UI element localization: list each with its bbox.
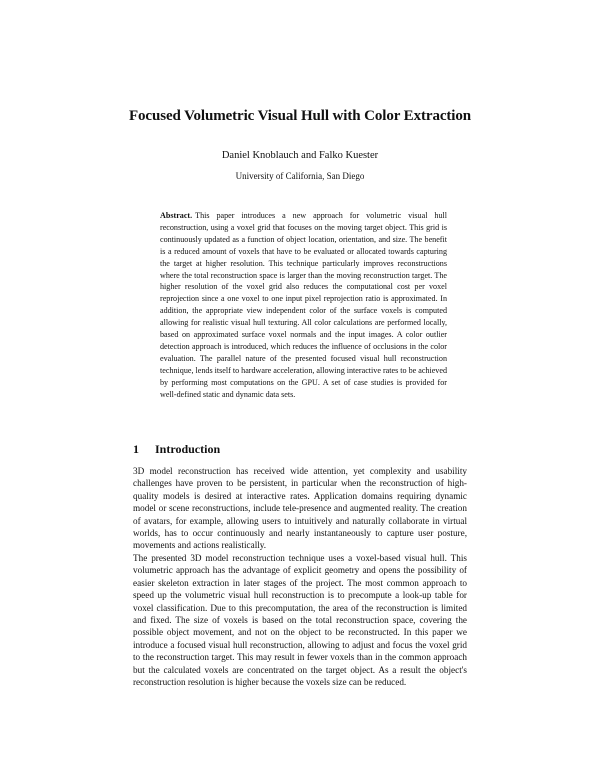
abstract-label: Abstract. [160,211,193,220]
abstract-block [160,210,447,401]
paper-title: Focused Volumetric Visual Hull with Color Extraction [128,108,472,124]
section-heading-introduction [133,442,220,457]
section-number: 1 [133,442,139,456]
abstract-text: This paper introduces a new approach for volumetric visual hull reconstruction, using a voxel grid that focuses on the moving target object. This grid is continuously updated as a function of object location, orientation, and size. The benefit is a reduced amount of voxels that have to be evaluated or allocated towards capturing the target at higher resolution. This technique particularly improves reconstructions where the total reconstruction space is larger than the moving reconstruction target. The higher resolution of the voxel grid also reduces the computational cost per voxel reprojection since a one voxel to one input pixel reprojection ratio is approximated. In addition, the appropriate view independent color of the surface voxels is computed allowing for realistic visual hull texturing. All color calculations are performed locally, based on approximated surface voxel normals and the input images. A color outlier detection approach is introduced, which reduces the influence of occlusions in the color evaluation. The parallel nature of the presented focused visual hull reconstruction technique, lends itself to hardware acceleration, allowing interactive rates to be achieved by performing most computations on the GPU. A set of case studies is provided for well-defined static and dynamic data sets. [160,211,447,399]
intro-paragraph-2: The presented 3D model reconstruction technique uses a voxel-based visual hull. This volumetric approach has the advantage of explicit geometry and opens the possibility of easier skeleton extraction in later stages of the project. The most common approach to speed up the volumetric visual hull reconstruction is to precompute a look-up table for voxel classification. Due to this precomputation, the area of the reconstruction is limited and fixed. The size of voxels is based on the total reconstruction space, covering the possible object movement, and not on the object to be reconstructed. In this paper we introduce a focused visual hull reconstruction, allowing to adjust and focus the voxel grid to the reconstruction target. This may result in fewer voxels than in the common approach but the calculated voxels are concentrated on the target object. As a result the object's reconstruction resolution is higher because the voxels size can be reduced. [133,553,467,688]
paper-affiliation: University of California, San Diego [235,171,365,181]
intro-paragraph-1: 3D model reconstruction has received wide attention, yet complexity and usability challenges have proven to be persistent, in particular when the reconstruction of high-quality models is desired at interactive rates. Application domains requiring dynamic model or scene reconstructions, include tele-presence and augmented reality. The creation of avatars, for example, allowing users to intuitively and naturally collaborate in virtual worlds, has to occur continuously and nearly instantaneously to capture user posture, movements and actions realistically. [133,466,467,551]
section-title: Introduction [155,442,221,456]
paper-authors: Daniel Knoblauch and Falko Kuester [221,150,379,161]
